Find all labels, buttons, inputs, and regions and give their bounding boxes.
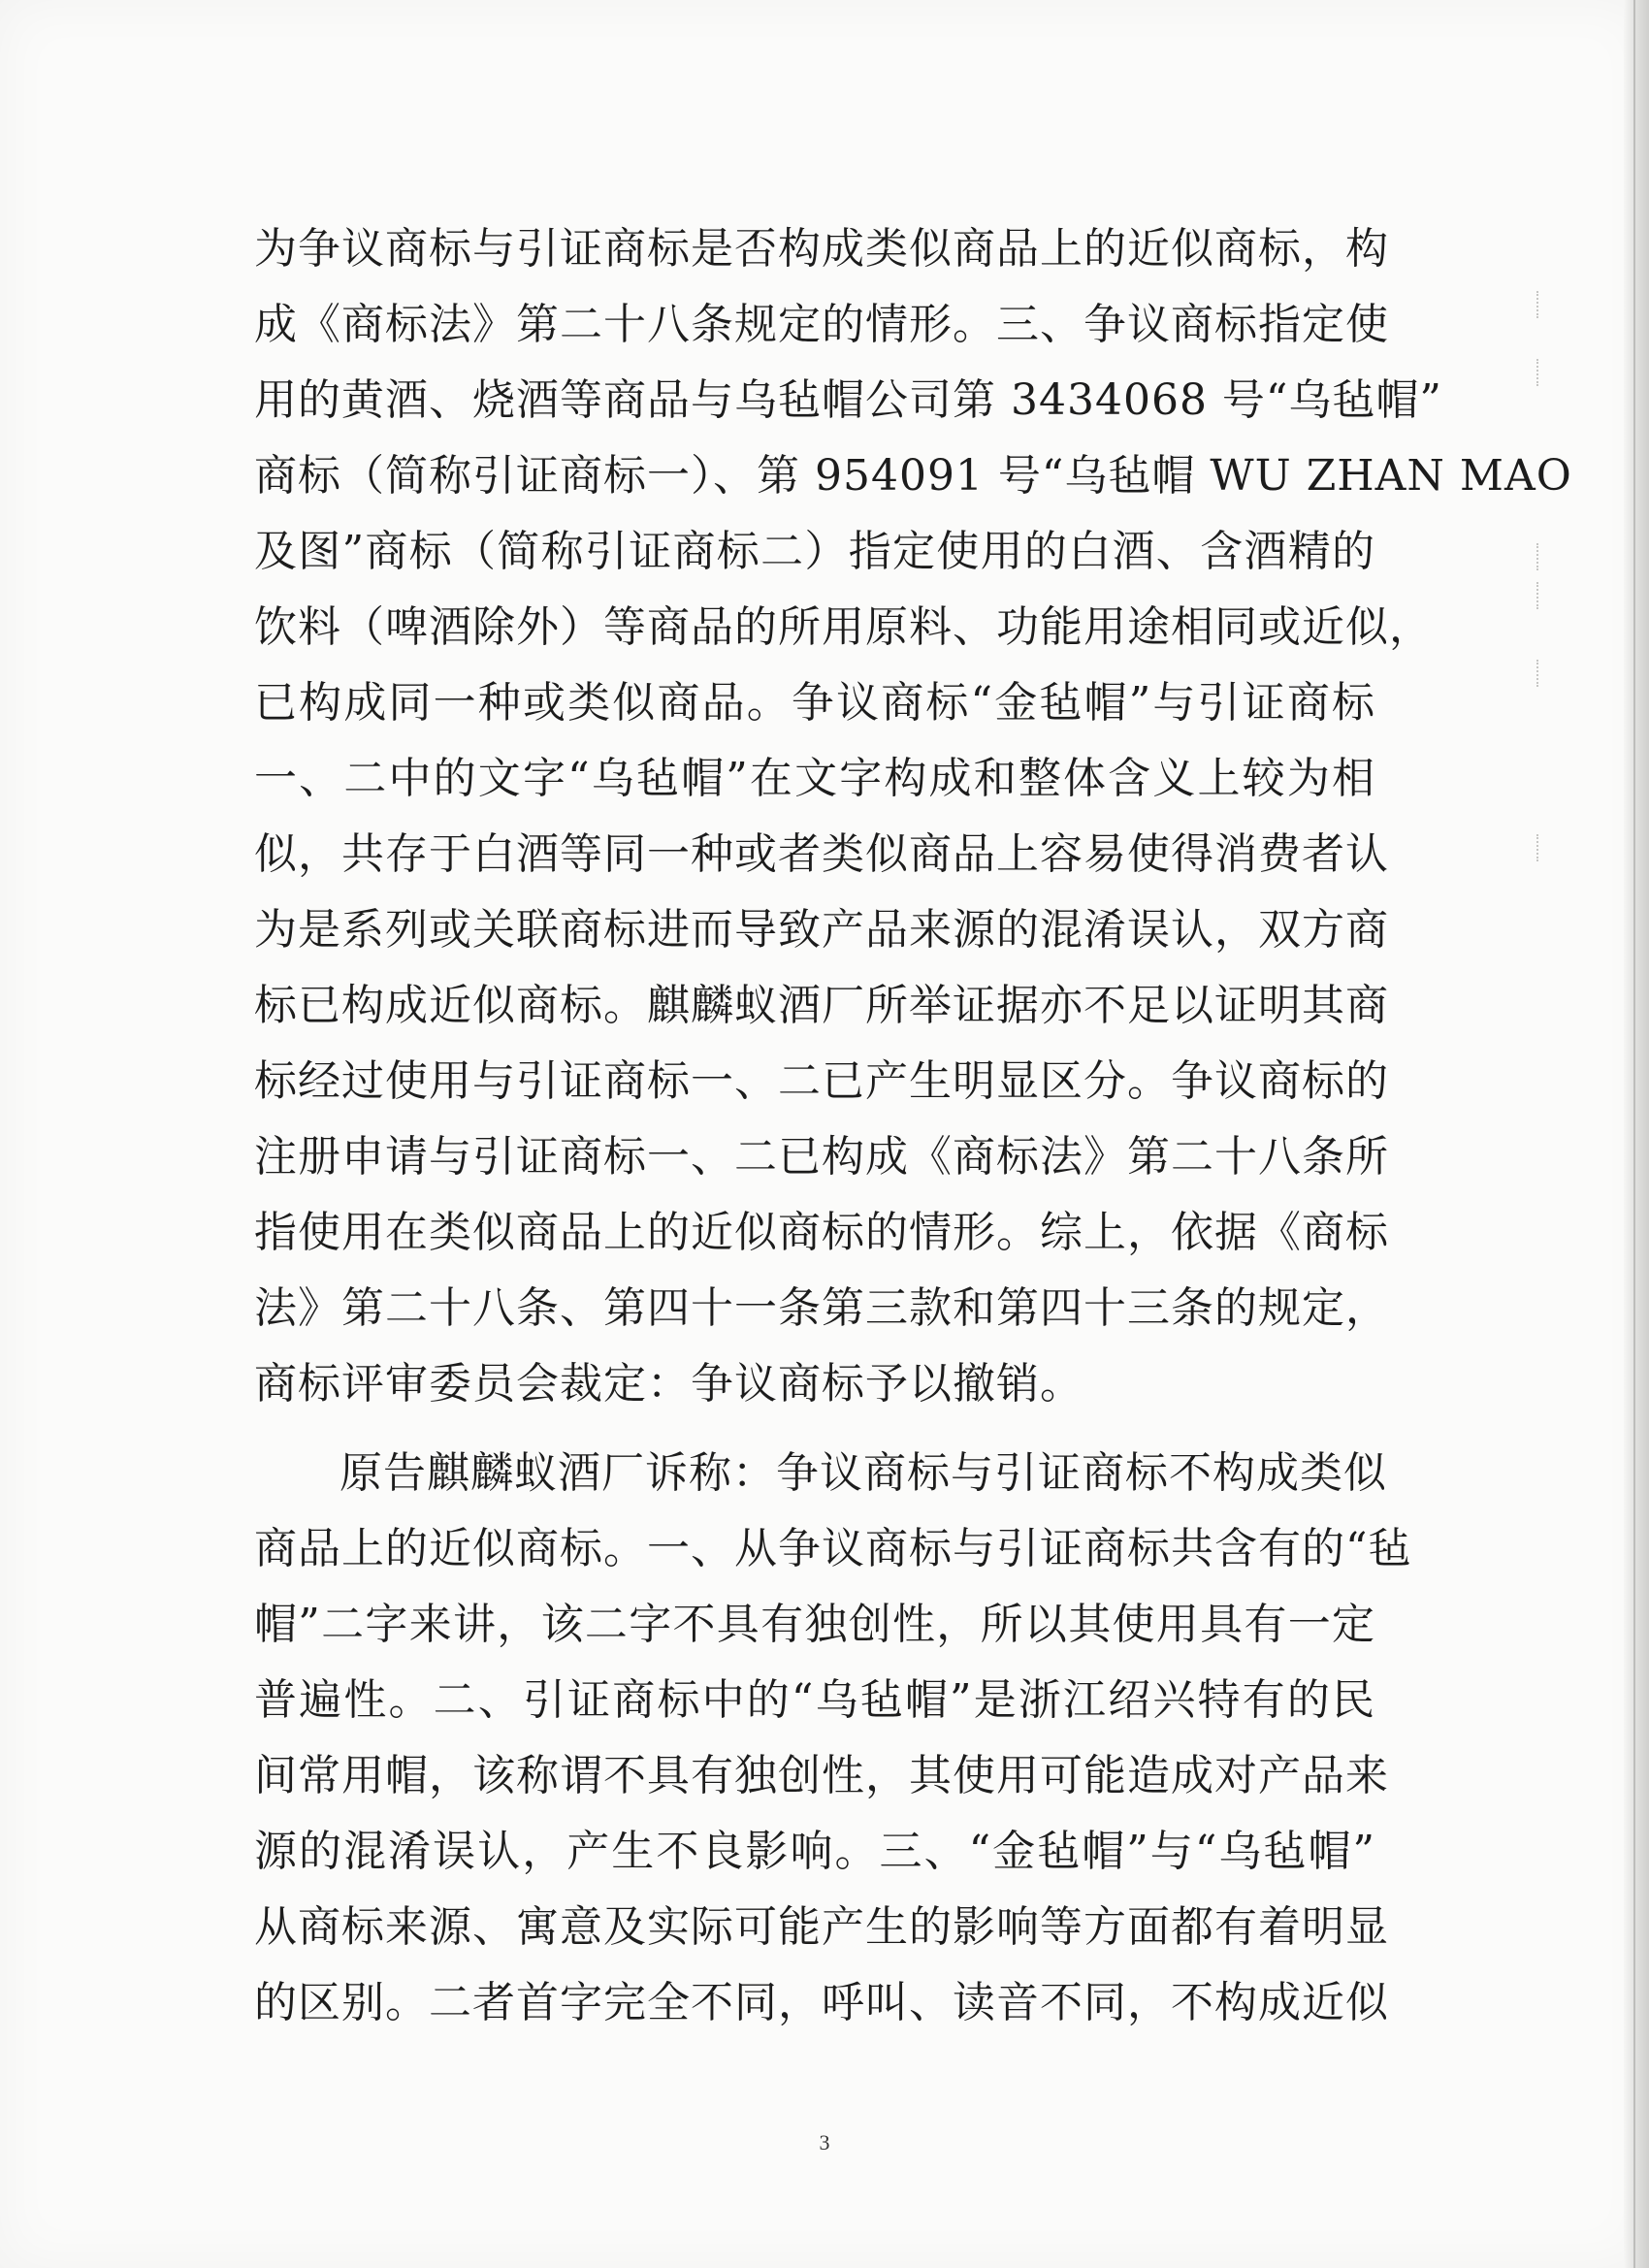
text-line: 注册申请与引证商标一、二已构成《商标法》第二十八条所 xyxy=(254,1132,1389,1182)
text-line: 一、二中的文字“乌毡帽”在文字构成和整体含义上较为相 xyxy=(254,754,1375,803)
text-line: 商标评审委员会裁定：争议商标予以撤销。 xyxy=(254,1359,1083,1409)
text-line: 源的混淆误认，产生不良影响。三、“金毡帽”与“乌毡帽” xyxy=(254,1827,1375,1876)
text-line: 的区别。二者首字完全不同，呼叫、读音不同，不构成近似 xyxy=(254,1978,1389,2027)
text-line: 用的黄酒、烧酒等商品与乌毡帽公司第 3434068 号“乌毡帽” xyxy=(254,375,1442,425)
paragraph-gap xyxy=(254,1422,1375,1436)
text-line: 似，共存于白酒等同一种或者类似商品上容易使得消费者认 xyxy=(254,829,1389,879)
text-line: 已构成同一种或类似商品。争议商标“金毡帽”与引证商标 xyxy=(254,678,1375,728)
text-line: 法》第二十八条、第四十一条第三款和第四十三条的规定， xyxy=(254,1283,1389,1333)
paragraph-2 xyxy=(254,1436,1412,2041)
text-line: 标已构成近似商标。麒麟蚁酒厂所举证据亦不足以证明其商 xyxy=(254,981,1389,1030)
paragraph-1 xyxy=(254,211,1572,1422)
text-line: 商品上的近似商标。一、从争议商标与引证商标共含有的“毡 xyxy=(254,1524,1412,1573)
text-line: 为是系列或关联商标进而导致产品来源的混淆误认，双方商 xyxy=(254,905,1389,955)
text-line: 饮料（啤酒除外）等商品的所用原料、功能用途相同或近似， xyxy=(254,602,1433,652)
text-line: 指使用在类似商品上的近似商标的情形。综上，依据《商标 xyxy=(254,1208,1389,1257)
text-line: 标经过使用与引证商标一、二已产生明显区分。争议商标的 xyxy=(254,1056,1389,1106)
text-line: 及图”商标（简称引证商标二）指定使用的白酒、含酒精的 xyxy=(254,527,1375,576)
scan-binding-edge xyxy=(1624,0,1649,2268)
body-text xyxy=(254,211,1572,2041)
scan-artifact-marks xyxy=(1536,291,1542,892)
text-line: 为争议商标与引证商标是否构成类似商品上的近似商标，构 xyxy=(254,224,1389,274)
text-line: 帽”二字来讲，该二字不具有独创性，所以其使用具有一定 xyxy=(254,1600,1375,1649)
text-line: 原告麒麟蚁酒厂诉称：争议商标与引证商标不构成类似 xyxy=(340,1448,1387,1498)
text-line: 从商标来源、寓意及实际可能产生的影响等方面都有着明显 xyxy=(254,1902,1389,1952)
text-line: 商标（简称引证商标一）、第 954091 号“乌毡帽 WU ZHAN MAO xyxy=(254,451,1572,501)
text-line: 成《商标法》第二十八条规定的情形。三、争议商标指定使 xyxy=(254,300,1389,349)
text-line: 普遍性。二、引证商标中的“乌毡帽”是浙江绍兴特有的民 xyxy=(254,1675,1375,1725)
text-line: 间常用帽，该称谓不具有独创性，其使用可能造成对产品来 xyxy=(254,1751,1389,1800)
page-number: 3 xyxy=(819,2130,830,2155)
